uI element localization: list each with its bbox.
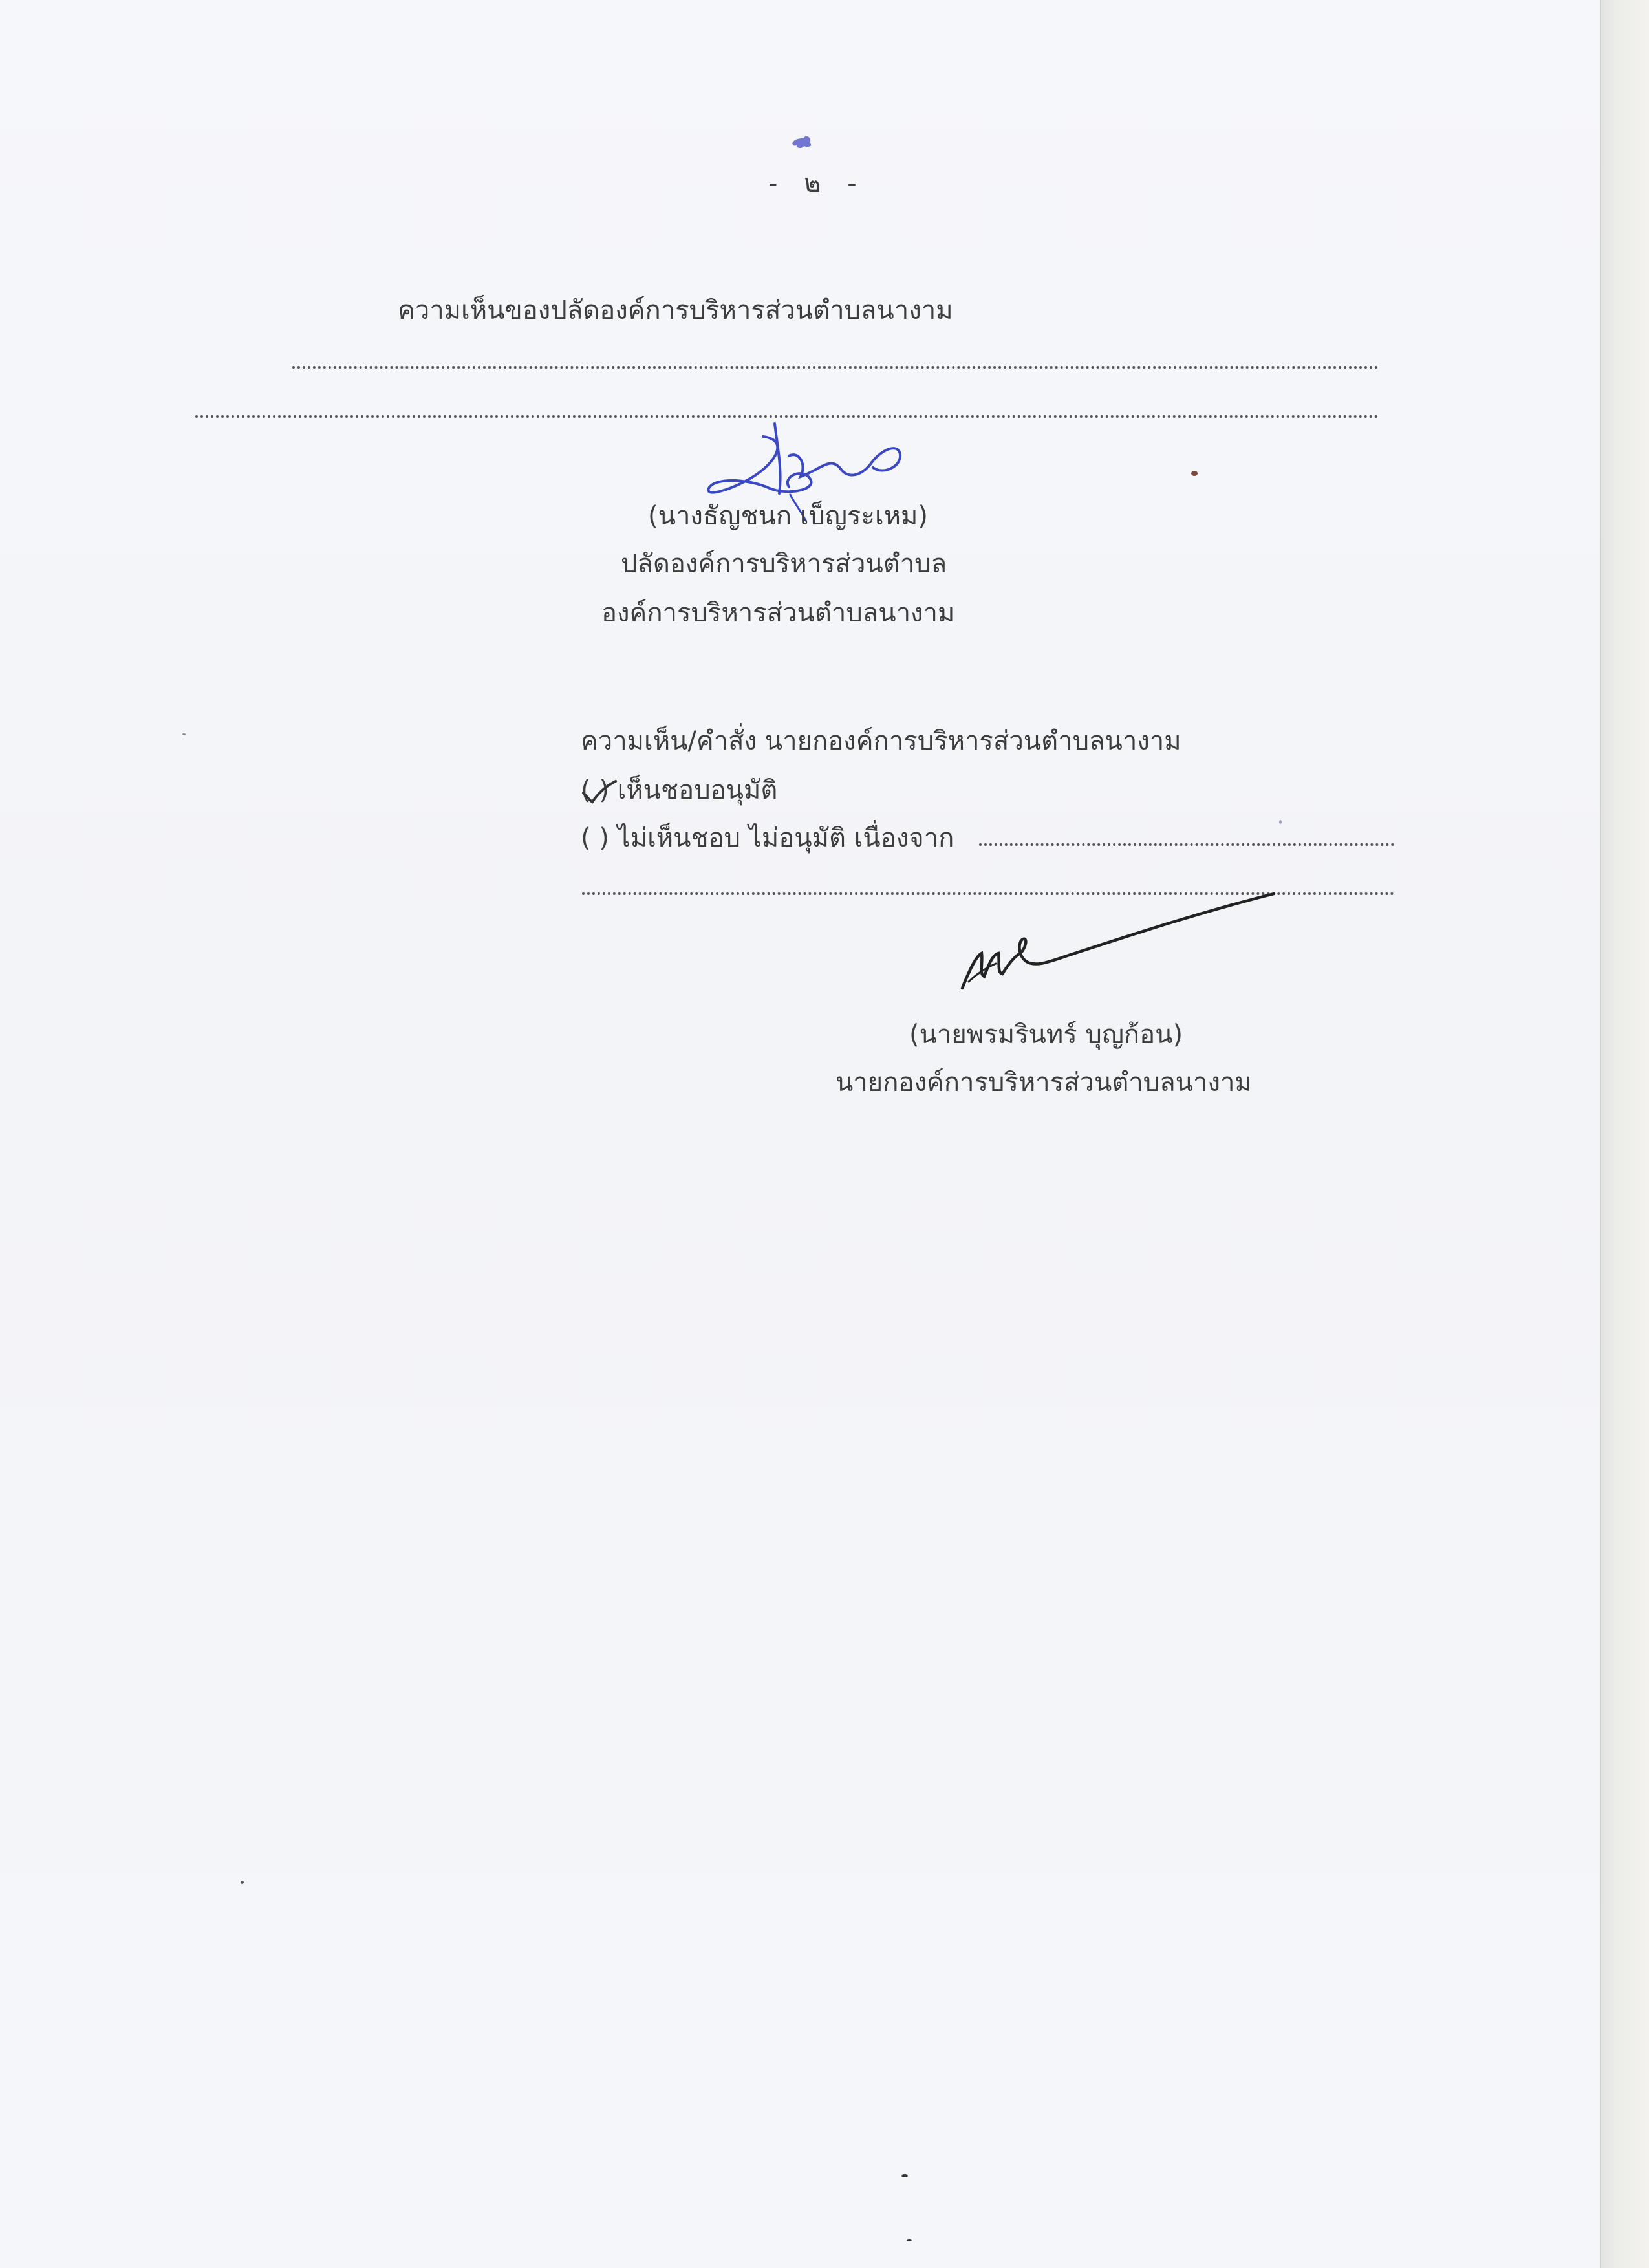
deputy-opinion-heading: ความเห็นของปลัดองค์การบริหารส่วนตำบลนางาม bbox=[398, 296, 953, 325]
mayor-signature bbox=[951, 891, 1287, 995]
mayor-opinion-heading: ความเห็น/คำสั่ง นายกองค์การบริหารส่วนตำบลนางาม bbox=[581, 726, 1181, 756]
approve-checkmark-icon bbox=[579, 775, 618, 807]
mayor-position: นายกองค์การบริหารส่วนตำบลนางาม bbox=[835, 1068, 1252, 1097]
deputy-name: (นางธัญชนก เบ็ญระเหม) bbox=[648, 501, 928, 531]
scanner-edge bbox=[1601, 0, 1649, 2268]
scan-speck bbox=[901, 2174, 908, 2177]
scan-speck bbox=[241, 1881, 244, 1884]
deputy-position-line-1: ปลัดองค์การบริหารส่วนตำบล bbox=[621, 549, 947, 579]
deputy-position-line-2: องค์การบริหารส่วนตำบลนางาม bbox=[601, 598, 955, 628]
mayor-name: (นายพรมรินทร์ บุญก้อน) bbox=[909, 1020, 1183, 1050]
page-number: - ๒ - bbox=[768, 169, 866, 199]
ink-speck bbox=[1191, 471, 1198, 476]
reject-option: ( ) ไม่เห็นชอบ ไม่อนุมัติ เนื่องจาก bbox=[581, 823, 954, 853]
ink-blot-mark bbox=[790, 133, 816, 153]
scan-speck bbox=[182, 733, 186, 735]
reject-reason-dotted-line bbox=[979, 843, 1394, 846]
approve-option: ( ) เห็นชอบอนุมัติ bbox=[581, 775, 778, 805]
deputy-opinion-dotted-line-1 bbox=[292, 366, 1379, 369]
scan-speck bbox=[907, 2239, 912, 2241]
scan-speck bbox=[1279, 820, 1282, 824]
